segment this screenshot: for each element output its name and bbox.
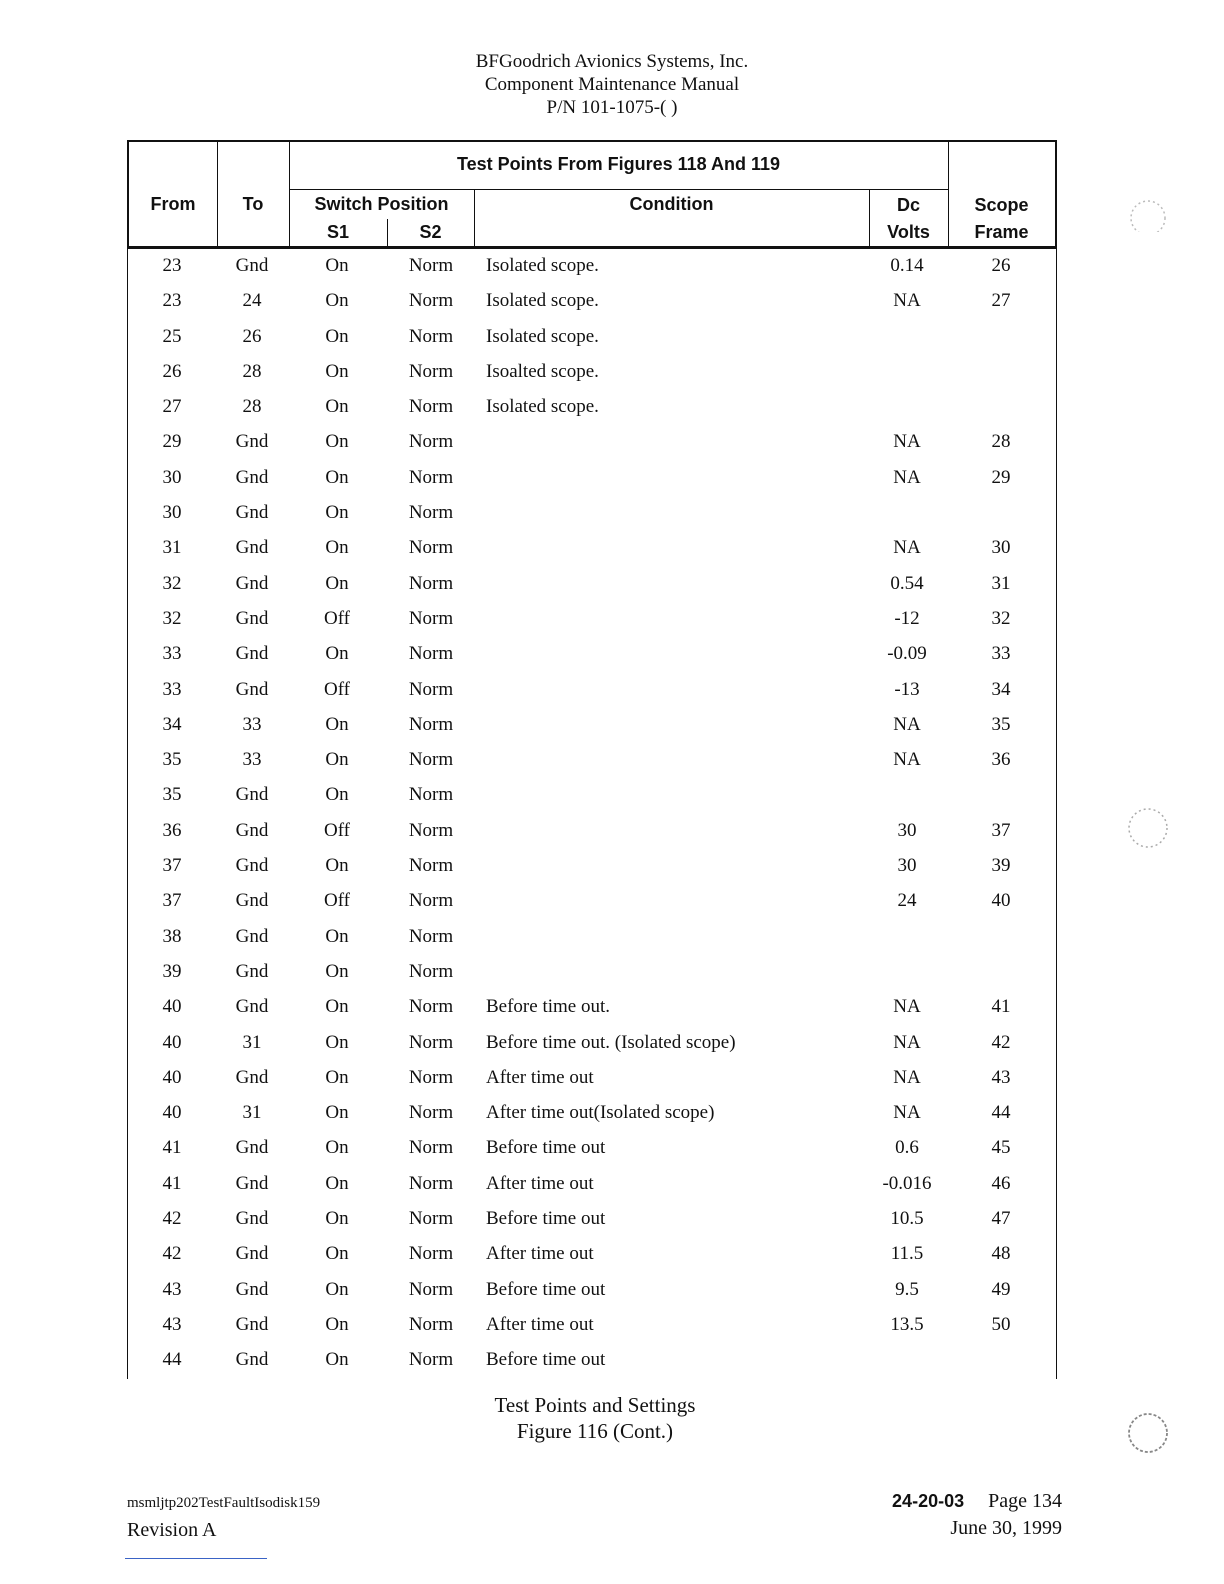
test-points-table xyxy=(127,140,1057,1379)
cell-to: Gnd xyxy=(235,643,269,665)
cell-s1: On xyxy=(325,1278,349,1300)
cell-s2: Norm xyxy=(408,996,454,1018)
cell-s2: Norm xyxy=(408,890,454,912)
cell-from: 40 xyxy=(162,1031,182,1053)
cell-to: Gnd xyxy=(235,1208,269,1230)
cell-to: Gnd xyxy=(235,1243,269,1265)
cell-condition: After time out xyxy=(486,1172,594,1194)
table-row xyxy=(128,1343,1056,1378)
cell-to: Gnd xyxy=(235,996,269,1018)
cell-dc-volts: 30 xyxy=(897,855,917,877)
cell-s1: On xyxy=(325,643,349,665)
cell-s2: Norm xyxy=(408,572,454,594)
table-row xyxy=(128,425,1056,460)
table-row xyxy=(128,1237,1056,1272)
cell-s2: Norm xyxy=(408,607,454,629)
cell-condition: Before time out xyxy=(486,1349,606,1371)
col-scope-header xyxy=(948,195,1055,243)
cell-scope-frame: 45 xyxy=(991,1137,1011,1159)
cell-to: Gnd xyxy=(235,960,269,982)
cell-from: 25 xyxy=(162,325,182,347)
cell-s2: Norm xyxy=(408,819,454,841)
cell-scope-frame: 31 xyxy=(991,572,1011,594)
cell-from: 29 xyxy=(162,431,182,453)
cell-s1: Off xyxy=(323,607,351,629)
cell-to: Gnd xyxy=(235,1313,269,1335)
cell-s2: Norm xyxy=(408,537,454,559)
cell-s1: On xyxy=(325,749,349,771)
cell-to: 33 xyxy=(242,713,262,735)
cell-s2: Norm xyxy=(408,1066,454,1088)
cell-from: 30 xyxy=(162,466,182,488)
cell-from: 31 xyxy=(162,537,182,559)
table-row xyxy=(128,531,1056,566)
cell-s2: Norm xyxy=(408,255,454,276)
cell-to: Gnd xyxy=(235,890,269,912)
cell-to: 33 xyxy=(242,749,262,771)
cell-s2: Norm xyxy=(408,396,454,418)
cell-s1: On xyxy=(325,855,349,877)
cell-s2: Norm xyxy=(408,466,454,488)
cell-to: Gnd xyxy=(235,1349,269,1371)
part-number: P/N 101-1075-( ) xyxy=(546,97,678,118)
table-row xyxy=(128,1096,1056,1131)
cell-to: 26 xyxy=(242,325,262,347)
cell-s1: On xyxy=(325,572,349,594)
punch-hole-icon xyxy=(1120,800,1170,850)
table-row xyxy=(128,884,1056,919)
cell-from: 23 xyxy=(162,255,182,276)
cell-to: Gnd xyxy=(235,466,269,488)
cell-dc-volts: NA xyxy=(893,713,921,735)
cell-s1: On xyxy=(325,431,349,453)
cell-from: 41 xyxy=(162,1137,182,1159)
company-name: BFGoodrich Avionics Systems, Inc. xyxy=(475,51,749,72)
cell-scope-frame: 47 xyxy=(991,1208,1011,1230)
figure-caption xyxy=(0,1392,1190,1444)
footer-right xyxy=(892,1488,1062,1542)
cell-to: Gnd xyxy=(235,537,269,559)
page-number: Page 134 xyxy=(988,1490,1062,1512)
page-header xyxy=(0,50,1224,119)
cell-dc-volts: 0.14 xyxy=(890,255,924,276)
cell-s1: On xyxy=(325,1243,349,1265)
cell-to: Gnd xyxy=(235,572,269,594)
cell-s1: On xyxy=(325,290,349,312)
cell-condition: Isolated scope. xyxy=(486,290,599,312)
cell-s1: On xyxy=(325,925,349,947)
cell-s1: On xyxy=(325,325,349,347)
cell-s1: On xyxy=(325,996,349,1018)
cell-from: 43 xyxy=(162,1313,182,1335)
group-title: Test Points From Figures 118 And 119 xyxy=(456,154,781,174)
cell-s2: Norm xyxy=(408,325,454,347)
cell-from: 32 xyxy=(162,572,182,594)
cell-dc-volts: 30 xyxy=(897,819,917,841)
manual-title: Component Maintenance Manual xyxy=(484,74,740,95)
cell-s2: Norm xyxy=(408,960,454,982)
cell-s2: Norm xyxy=(408,1243,454,1265)
cell-from: 33 xyxy=(162,643,182,665)
cell-s2: Norm xyxy=(408,1172,454,1194)
cell-scope-frame: 37 xyxy=(991,819,1011,841)
col-dc-label-2: Volts xyxy=(887,222,930,242)
cell-dc-volts: -0.016 xyxy=(882,1172,932,1194)
table-row xyxy=(128,1273,1056,1308)
ata-chapter: 24-20-03 xyxy=(892,1491,965,1511)
table-row xyxy=(128,1131,1056,1166)
cell-s2: Norm xyxy=(408,678,454,700)
cell-from: 38 xyxy=(162,925,182,947)
cell-scope-frame: 46 xyxy=(991,1172,1011,1194)
cell-to: Gnd xyxy=(235,855,269,877)
cell-from: 40 xyxy=(162,996,182,1018)
cell-s1: Off xyxy=(323,819,351,841)
revision-date: June 30, 1999 xyxy=(950,1517,1062,1539)
cell-s1: On xyxy=(325,1208,349,1230)
cell-s2: Norm xyxy=(408,1031,454,1053)
table-row xyxy=(128,355,1056,390)
cell-condition: Isolated scope. xyxy=(486,325,599,347)
cell-from: 27 xyxy=(162,396,182,418)
table-row xyxy=(128,955,1056,990)
cell-from: 40 xyxy=(162,1102,182,1124)
cell-dc-volts: NA xyxy=(893,1102,921,1124)
table-row xyxy=(128,284,1056,319)
table-row xyxy=(128,1026,1056,1061)
cell-dc-volts: 0.6 xyxy=(895,1137,919,1159)
bottom-rule xyxy=(125,1558,267,1559)
cell-dc-volts: 0.54 xyxy=(890,572,924,594)
cell-to: Gnd xyxy=(235,431,269,453)
cell-dc-volts: 9.5 xyxy=(895,1278,919,1300)
cell-s1: On xyxy=(325,960,349,982)
cell-to: Gnd xyxy=(235,1278,269,1300)
cell-dc-volts: NA xyxy=(893,1031,921,1053)
cell-s2: Norm xyxy=(408,431,454,453)
cell-scope-frame: 36 xyxy=(991,749,1011,771)
cell-from: 35 xyxy=(162,784,182,806)
cell-condition: Before time out xyxy=(486,1137,606,1159)
cell-s2: Norm xyxy=(408,713,454,735)
cell-s2: Norm xyxy=(408,749,454,771)
cell-dc-volts: NA xyxy=(893,466,921,488)
cell-to: Gnd xyxy=(235,1137,269,1159)
table-row xyxy=(128,814,1056,849)
cell-s1: On xyxy=(325,713,349,735)
cell-s1: On xyxy=(325,537,349,559)
table-row xyxy=(128,320,1056,355)
cell-from: 44 xyxy=(162,1349,182,1371)
cell-from: 39 xyxy=(162,960,182,982)
cell-condition: Before time out. xyxy=(486,996,610,1018)
cell-from: 23 xyxy=(162,290,182,312)
table-row xyxy=(128,920,1056,955)
cell-scope-frame: 33 xyxy=(991,643,1011,665)
cell-s2: Norm xyxy=(408,1349,454,1371)
cell-dc-volts: NA xyxy=(893,290,921,312)
cell-dc-volts: NA xyxy=(893,996,921,1018)
col-scope-label-1: Scope xyxy=(974,195,1029,215)
cell-from: 30 xyxy=(162,502,182,524)
cell-scope-frame: 35 xyxy=(991,713,1011,735)
table-row xyxy=(128,602,1056,637)
cell-s2: Norm xyxy=(408,855,454,877)
cell-scope-frame: 41 xyxy=(991,996,1011,1018)
cell-condition: After time out(Isolated scope) xyxy=(486,1102,715,1124)
cell-to: Gnd xyxy=(235,1066,269,1088)
cell-s1: On xyxy=(325,1137,349,1159)
cell-scope-frame: 27 xyxy=(991,290,1011,312)
col-dc-label-1: Dc xyxy=(896,195,920,215)
col-condition-header: Condition xyxy=(629,194,714,214)
table-row xyxy=(128,1167,1056,1202)
col-from-header: From xyxy=(150,194,196,214)
table-row xyxy=(128,1308,1056,1343)
cell-to: Gnd xyxy=(235,784,269,806)
cell-from: 37 xyxy=(162,890,182,912)
cell-condition: After time out xyxy=(486,1313,594,1335)
cell-s2: Norm xyxy=(408,1278,454,1300)
table-row xyxy=(128,1202,1056,1237)
cell-s1: On xyxy=(325,784,349,806)
cell-s2: Norm xyxy=(408,784,454,806)
caption-title: Test Points and Settings xyxy=(494,1393,696,1417)
cell-s1: On xyxy=(325,1066,349,1088)
footer-left xyxy=(127,1490,320,1544)
cell-to: Gnd xyxy=(235,678,269,700)
cell-dc-volts: 11.5 xyxy=(890,1243,924,1265)
table-row xyxy=(128,849,1056,884)
cell-from: 34 xyxy=(162,713,182,735)
cell-condition: After time out xyxy=(486,1243,594,1265)
cell-scope-frame: 49 xyxy=(991,1278,1011,1300)
cell-dc-volts: -0.09 xyxy=(887,643,927,665)
cell-to: 24 xyxy=(242,290,262,312)
cell-from: 42 xyxy=(162,1243,182,1265)
table-row xyxy=(128,673,1056,708)
cell-to: Gnd xyxy=(235,502,269,524)
cell-from: 42 xyxy=(162,1208,182,1230)
cell-s1: On xyxy=(325,255,349,276)
cell-to: Gnd xyxy=(235,255,269,276)
cell-to: 31 xyxy=(242,1031,262,1053)
table-body xyxy=(127,249,1057,1379)
col-to-header: To xyxy=(242,194,264,214)
cell-dc-volts: 10.5 xyxy=(890,1208,924,1230)
cell-from: 33 xyxy=(162,678,182,700)
cell-s2: Norm xyxy=(408,925,454,947)
cell-s1: On xyxy=(325,1349,349,1371)
cell-to: Gnd xyxy=(235,819,269,841)
table-row xyxy=(128,990,1056,1025)
divider xyxy=(289,189,948,190)
cell-to: 31 xyxy=(242,1102,262,1124)
cell-from: 32 xyxy=(162,607,182,629)
document-id: msmljtp202TestFaultIsodisk159 xyxy=(127,1495,321,1511)
cell-to: 28 xyxy=(242,360,262,382)
cell-dc-volts: 24 xyxy=(897,890,917,912)
cell-from: 36 xyxy=(162,819,182,841)
cell-from: 41 xyxy=(162,1172,182,1194)
cell-s2: Norm xyxy=(408,290,454,312)
cell-s1: On xyxy=(325,396,349,418)
cell-s1: On xyxy=(325,360,349,382)
cell-dc-volts: NA xyxy=(893,431,921,453)
table-row xyxy=(128,1061,1056,1096)
cell-scope-frame: 29 xyxy=(991,466,1011,488)
cell-scope-frame: 50 xyxy=(991,1313,1011,1335)
cell-s1: On xyxy=(325,502,349,524)
table-row xyxy=(128,461,1056,496)
cell-scope-frame: 32 xyxy=(991,607,1011,629)
cell-dc-volts: 13.5 xyxy=(890,1313,924,1335)
cell-scope-frame: 28 xyxy=(991,431,1011,453)
caption-figure: Figure 116 (Cont.) xyxy=(516,1419,674,1443)
table-row xyxy=(128,249,1056,284)
cell-condition: Isolated scope. xyxy=(486,396,599,418)
cell-s2: Norm xyxy=(408,1208,454,1230)
cell-from: 37 xyxy=(162,855,182,877)
cell-scope-frame: 42 xyxy=(991,1031,1011,1053)
table-row xyxy=(128,496,1056,531)
table-row xyxy=(128,567,1056,602)
cell-s1: On xyxy=(325,1313,349,1335)
cell-dc-volts: NA xyxy=(893,749,921,771)
cell-s2: Norm xyxy=(408,1102,454,1124)
revision: Revision A xyxy=(127,1519,217,1541)
cell-from: 26 xyxy=(162,360,182,382)
cell-from: 35 xyxy=(162,749,182,771)
table-row xyxy=(128,637,1056,672)
table-row xyxy=(128,390,1056,425)
cell-condition: Isoalted scope. xyxy=(486,360,599,382)
cell-scope-frame: 40 xyxy=(991,890,1011,912)
cell-s1: On xyxy=(325,1172,349,1194)
cell-scope-frame: 48 xyxy=(991,1243,1011,1265)
cell-to: Gnd xyxy=(235,607,269,629)
table-row xyxy=(128,778,1056,813)
cell-s2: Norm xyxy=(408,360,454,382)
cell-dc-volts: NA xyxy=(893,537,921,559)
cell-scope-frame: 34 xyxy=(991,678,1011,700)
cell-dc-volts: -12 xyxy=(894,607,920,629)
punch-hole-icon xyxy=(1120,1407,1170,1457)
table-row xyxy=(128,708,1056,743)
cell-s1: On xyxy=(325,1102,349,1124)
cell-s2: Norm xyxy=(408,1313,454,1335)
cell-condition: Before time out xyxy=(486,1278,606,1300)
cell-to: 28 xyxy=(242,396,262,418)
cell-s2: Norm xyxy=(408,1137,454,1159)
col-s1-header: S1 xyxy=(326,222,350,242)
cell-s1: On xyxy=(325,466,349,488)
cell-from: 40 xyxy=(162,1066,182,1088)
col-scope-label-2: Frame xyxy=(974,222,1029,242)
punch-hole-icon xyxy=(1120,182,1170,232)
cell-to: Gnd xyxy=(235,1172,269,1194)
cell-condition: After time out xyxy=(486,1066,594,1088)
cell-s1: On xyxy=(325,1031,349,1053)
cell-s1: Off xyxy=(323,678,351,700)
cell-dc-volts: -13 xyxy=(894,678,920,700)
col-dc-header xyxy=(869,195,948,243)
cell-condition: Isolated scope. xyxy=(486,255,599,276)
cell-scope-frame: 39 xyxy=(991,855,1011,877)
cell-s1: Off xyxy=(323,890,351,912)
cell-scope-frame: 43 xyxy=(991,1066,1011,1088)
cell-condition: Before time out. (Isolated scope) xyxy=(486,1031,736,1053)
table-row xyxy=(128,743,1056,778)
cell-condition: Before time out xyxy=(486,1208,606,1230)
cell-from: 43 xyxy=(162,1278,182,1300)
col-switch-header: Switch Position xyxy=(314,194,449,214)
col-s2-header: S2 xyxy=(419,222,442,242)
cell-to: Gnd xyxy=(235,925,269,947)
cell-scope-frame: 26 xyxy=(991,255,1011,276)
cell-scope-frame: 44 xyxy=(991,1102,1011,1124)
cell-scope-frame: 30 xyxy=(991,537,1011,559)
table-header xyxy=(127,140,1057,249)
cell-s2: Norm xyxy=(408,502,454,524)
cell-dc-volts: NA xyxy=(893,1066,921,1088)
cell-s2: Norm xyxy=(408,643,454,665)
